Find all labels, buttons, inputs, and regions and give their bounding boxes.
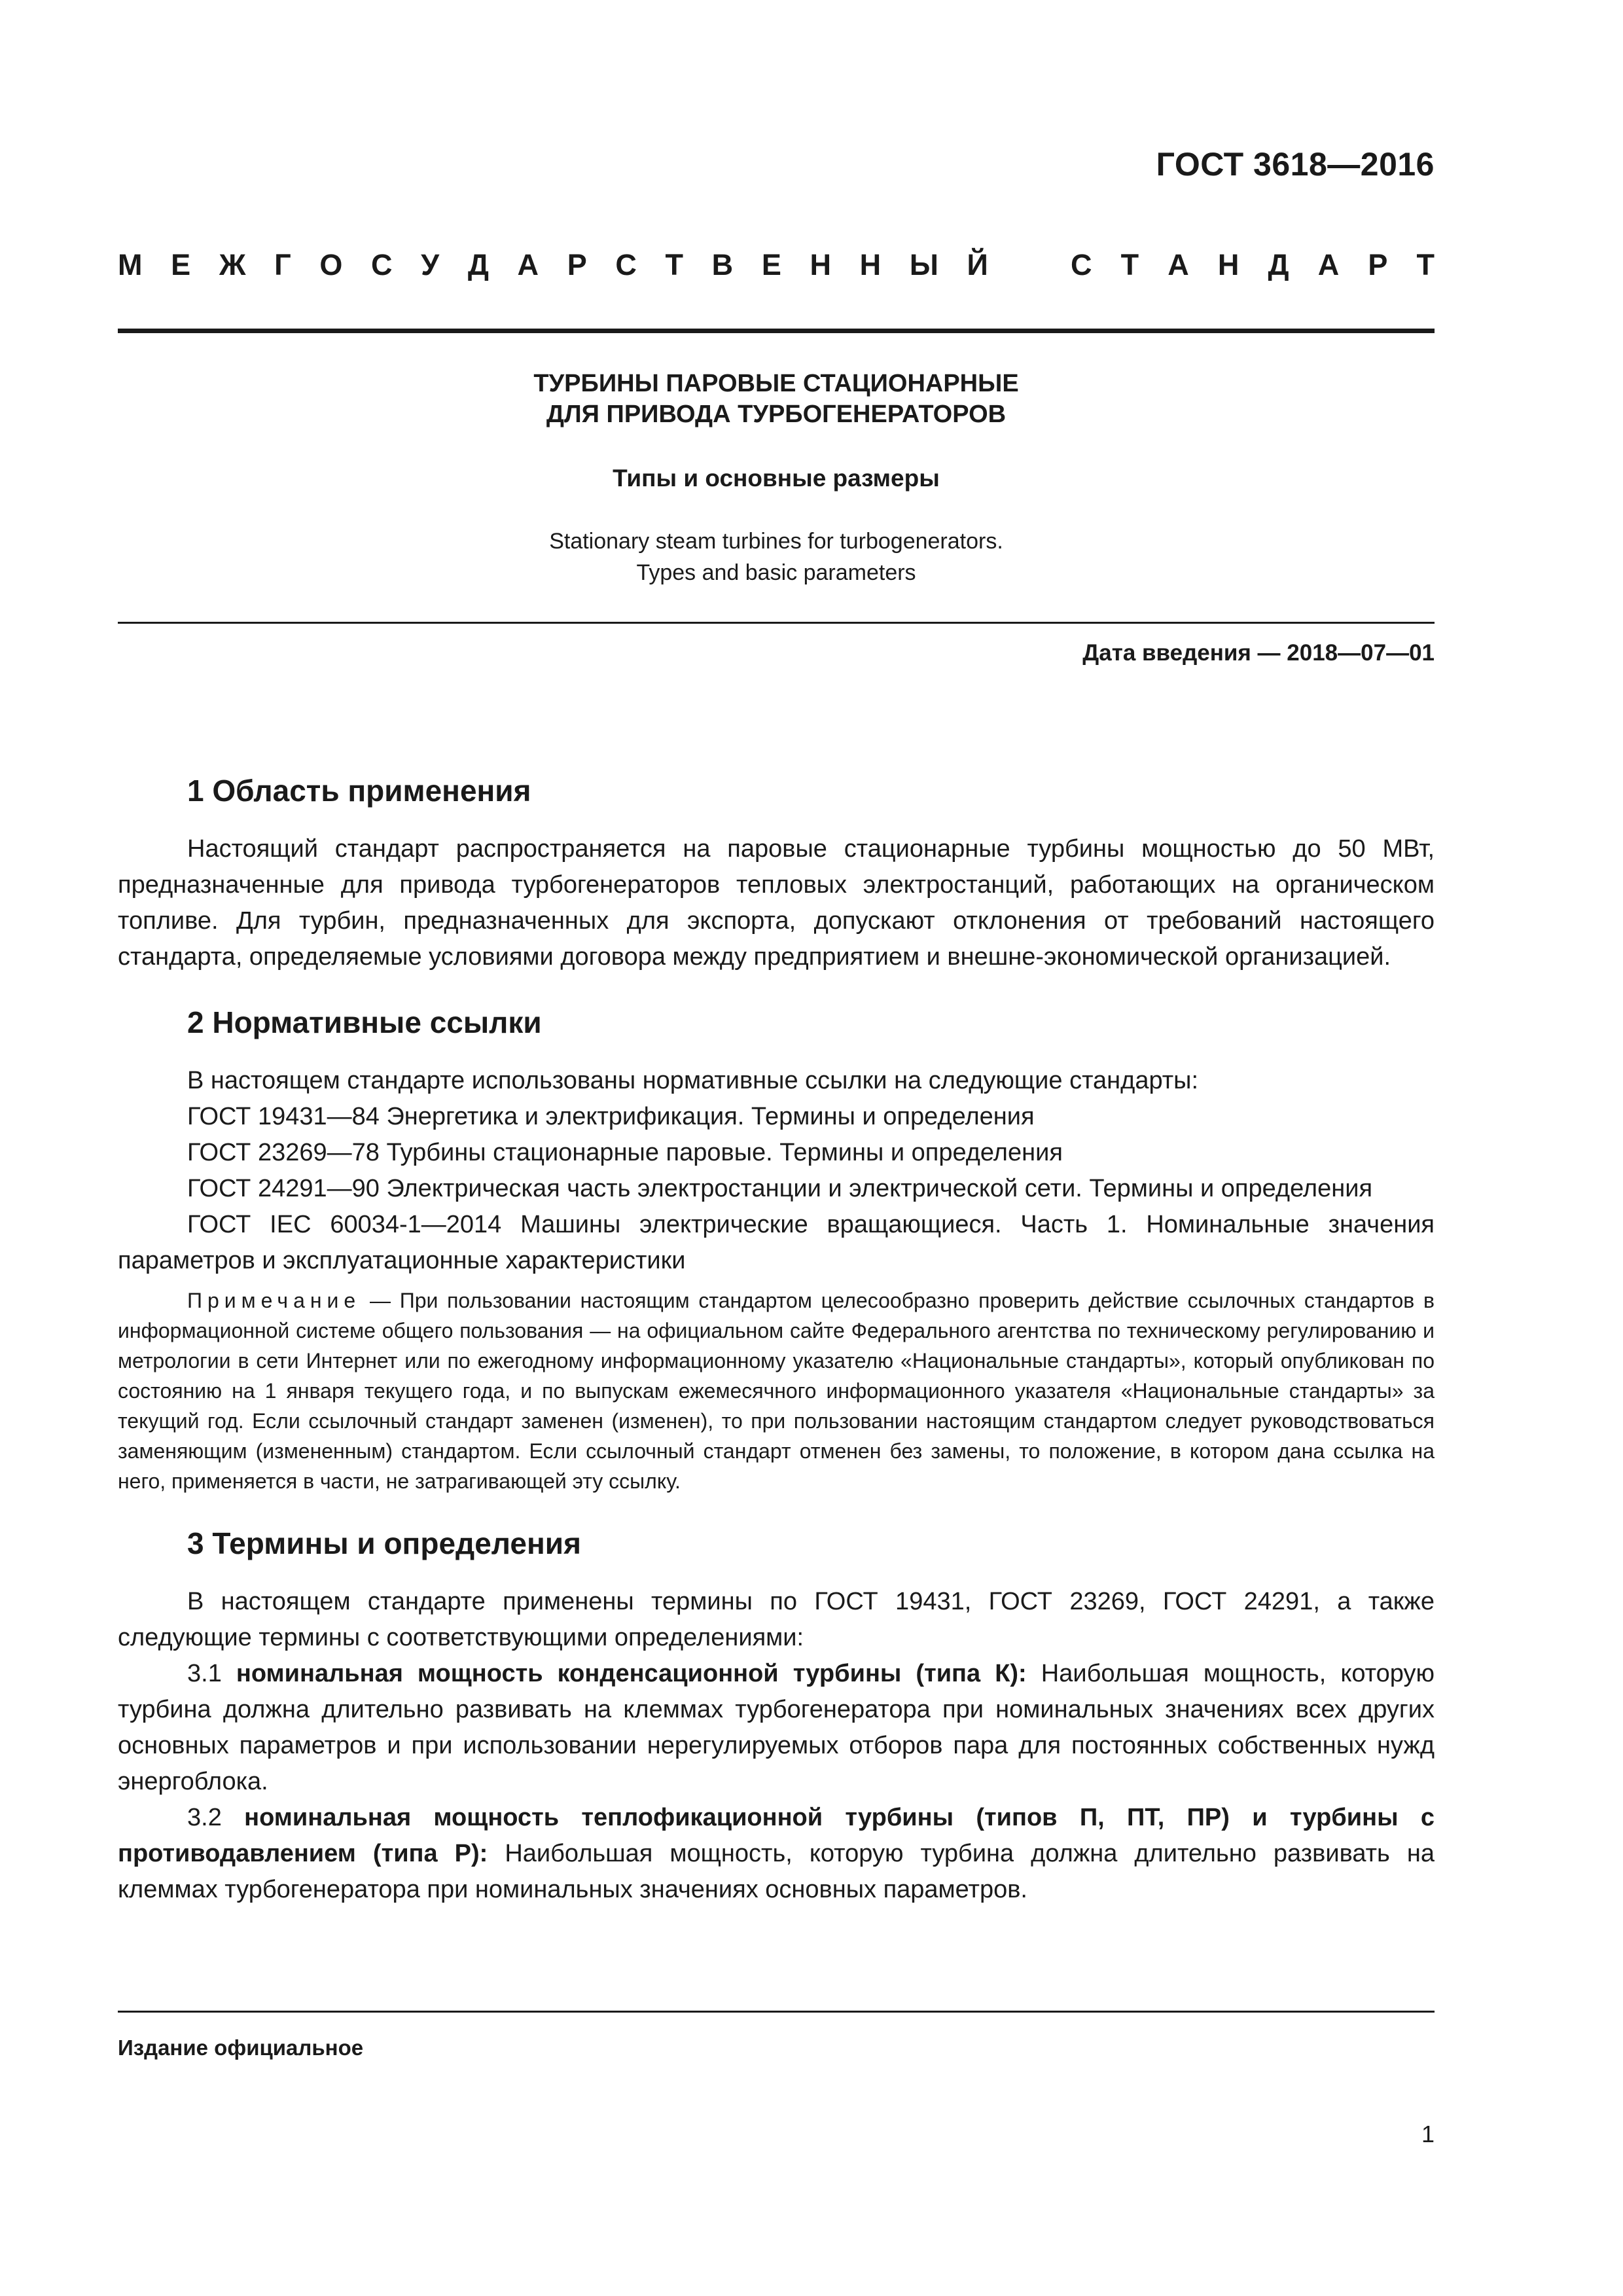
- letter: Т: [1120, 248, 1139, 281]
- letter: С: [615, 248, 637, 281]
- term-number: 3.2: [187, 1804, 222, 1831]
- section-3-heading: 3 Термины и определения: [187, 1526, 581, 1560]
- page-number: 1: [1421, 2121, 1435, 2147]
- letter: Ы: [909, 248, 938, 281]
- letter: В: [711, 248, 734, 281]
- reference-gost-24291: ГОСТ 24291—90 Электрическая часть электростанции и электрической сети. Термины и определения: [187, 1175, 1373, 1202]
- section-3-intro: В настоящем стандарте применены термины по ГОСТ 19431, ГОСТ 23269, ГОСТ 24291, а также следующие термины с соответствующими определениями:: [118, 1588, 1435, 1651]
- term-definition: Наибольшая мощность, которую турбина должна длительно развивать на клеммах турбогенератора при номинальных значениях всех других основных параметров и при использовании нерегулируемых отборов пара для постоянных собственных нужд энергоблока.: [118, 1660, 1435, 1795]
- standard-type-word-interstate: [118, 248, 988, 282]
- term-definition: Наибольшая мощность, которую турбина должна длительно развивать на клеммах турбогенератора при номинальных значениях основных параметров.: [118, 1840, 1435, 1903]
- letter: С: [1071, 248, 1092, 281]
- footer-divider: [118, 2011, 1435, 2013]
- note-label: Примечание: [187, 1289, 361, 1312]
- letter: С: [371, 248, 393, 281]
- standard-type-heading: [118, 249, 1435, 281]
- document-title: [118, 368, 1435, 430]
- section-1-paragraph: Настоящий стандарт распространяется на паровые стационарные турбины мощностью до 50 МВт, предназначенные для привода турбогенераторов тепловых электростанций, работающих на органическом топливе. Для турбин, предназначенных для экспорта, допускают отклонения от требований настоящего стандарта, определяемые условиями договора между предприятием и внешне-экономической организацией.: [118, 835, 1435, 971]
- letter: У: [421, 248, 440, 281]
- section-2-heading: 2 Нормативные ссылки: [187, 1005, 542, 1039]
- term-3-1: [118, 1656, 1435, 1800]
- title-line-2: ДЛЯ ПРИВОДА ТУРБОГЕНЕРАТОРОВ: [546, 401, 1007, 428]
- official-edition-label: Издание официальное: [118, 2036, 364, 2060]
- english-title-line-2: Types and basic parameters: [636, 560, 916, 585]
- header-divider: [118, 329, 1435, 333]
- introduction-date: Дата введения — 2018—07—01: [1082, 640, 1435, 666]
- reference-gost-iec-60034: ГОСТ IEC 60034-1—2014 Машины электрические вращающиеся. Часть 1. Номинальные значения параметров и эксплуатационные характеристики: [118, 1211, 1435, 1274]
- letter: Е: [171, 248, 191, 281]
- term-number: 3.1: [187, 1660, 222, 1687]
- term-name: номинальная мощность теплофикационной турбины (типов П, ПТ, ПР) и турбины с противодавлением (типа Р):: [118, 1804, 1435, 1867]
- document-page: [118, 0, 1435, 2296]
- letter: Д: [1268, 248, 1289, 281]
- letter: Н: [810, 248, 831, 281]
- term-3-2: [118, 1800, 1435, 1908]
- letter: А: [517, 248, 539, 281]
- gost-code: ГОСТ 3618—2016: [1156, 146, 1435, 183]
- standard-type-word-standard: [1071, 248, 1435, 282]
- letter: Е: [761, 248, 781, 281]
- english-title-line-1: Stationary steam turbines for turbogenerators.: [549, 529, 1003, 554]
- letter: А: [1168, 248, 1189, 281]
- note: [118, 1285, 1435, 1496]
- section-2-intro: В настоящем стандарте использованы нормативные ссылки на следующие стандарты:: [187, 1067, 1199, 1094]
- title-divider: [118, 622, 1435, 624]
- letter: Ж: [219, 248, 246, 281]
- term-name: номинальная мощность конденсационной турбины (типа К):: [236, 1660, 1027, 1687]
- document-subtitle: Типы и основные размеры: [613, 465, 940, 492]
- letter: О: [319, 248, 343, 281]
- letter: Г: [274, 248, 291, 281]
- reference-gost-23269: ГОСТ 23269—78 Турбины стационарные паровые. Термины и определения: [187, 1139, 1063, 1166]
- reference-gost-19431: ГОСТ 19431—84 Энергетика и электрификация. Термины и определения: [187, 1103, 1035, 1130]
- letter: Д: [467, 248, 489, 281]
- section-1-heading: 1 Область применения: [187, 774, 531, 808]
- letter: Т: [1416, 248, 1435, 281]
- letter: М: [118, 248, 143, 281]
- english-title: [118, 526, 1435, 588]
- letter: Н: [859, 248, 882, 281]
- letter: Н: [1217, 248, 1240, 281]
- letter: Й: [967, 248, 988, 281]
- letter: Р: [1368, 248, 1388, 281]
- document-body: [118, 772, 1435, 1908]
- letter: А: [1317, 248, 1340, 281]
- note-text: — При пользовании настоящим стандартом целесообразно проверить действие ссылочных стандартов в информационной системе общего пользования — на официальном сайте Федерального агентства по техническому регулированию и метрологии в сети Интернет или по ежегодному информационному указателю «Национальные стандарты», который опубликован по состоянию на 1 января текущего года, и по выпускам ежемесячного информационного указателя «Национальные стандарты» за текущий год. Если ссылочный стандарт заменен (изменен), то при пользовании настоящим стандартом следует руководствоваться заменяющим (измененным) стандартом. Если ссылочный стандарт отменен без замены, то положение, в котором дана ссылка на него, применяется в части, не затрагивающей эту ссылку.: [118, 1289, 1435, 1493]
- letter: Т: [665, 248, 684, 281]
- title-line-1: ТУРБИНЫ ПАРОВЫЕ СТАЦИОНАРНЫЕ: [533, 370, 1019, 397]
- letter: Р: [567, 248, 587, 281]
